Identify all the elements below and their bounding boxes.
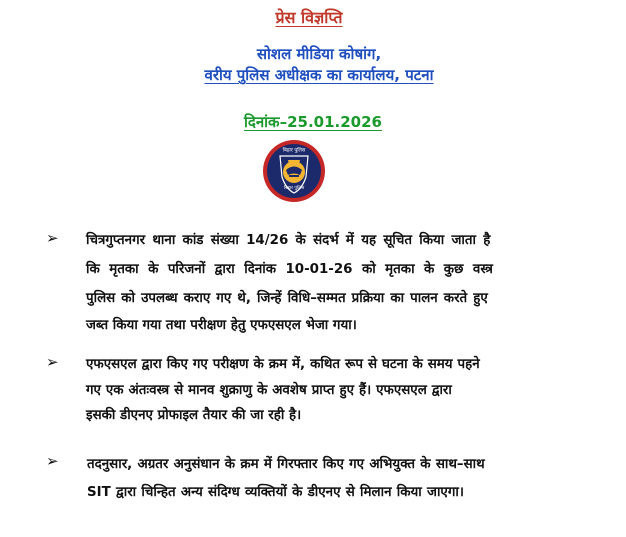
paragraph-2-line-1: एफएसएल द्वारा किए गए परीक्षण के क्रम में, कथित रूप से घटना के समय पहने [86,357,480,372]
bullet-marker-1: ➢ [46,229,59,247]
press-release-title: प्रेस विज्ञप्ति [275,8,343,27]
paragraph-3-line-1: तदनुसार, अग्रतर अनुसंधान के क्रम में गिरफ्तार किए गए अभियुक्त के साथ–साथ [87,457,485,472]
bullet-marker-3: ➢ [46,452,59,470]
paragraph-1-line-2: कि मृतका के परिजनों द्वारा दिनांक 10-01-26 को मृतका के कुछ वस्त्र [86,262,493,277]
paragraph-1-line-3: पुलिस को उपलब्ध कराए गए थे, जिन्हें विधि–सम्मत प्रक्रिया का पालन करते हुए [86,291,488,306]
paragraph-2-line-3: इसकी डीएनए प्रोफाइल तैयार की जा रही है। [86,408,302,423]
emblem-top-text: बिहार पुलिस [282,147,306,154]
paragraph-3-line-2: SIT द्वारा चिन्हित अन्य संदिग्ध व्यक्तियों के डीएनए से मिलान किया जाएगा। [87,485,464,500]
paragraph-1-line-1: चित्रगुप्तनगर थाना कांड संख्या 14/26 के संदर्भ में यह सूचित किया जाता है [86,233,491,248]
bihar-police-emblem-icon [262,139,326,203]
bullet-marker-2: ➢ [46,353,59,371]
emblem-bottom-text: बिहार पुलिस [283,186,305,191]
department-line-2: वरीय पुलिस अधीक्षक का कार्यालय, पटना [204,66,434,84]
department-line-1: सोशल मीडिया कोषांग, [256,45,382,63]
paragraph-2-line-2: गए एक अंतःवस्त्र से मानव शुक्राणु के अवशेष प्राप्त हुए हैं। एफएसएल द्वारा [86,383,452,398]
paragraph-1-line-4: जब्त किया गया तथा परीक्षण हेतु एफएसएल भेजा गया। [86,318,357,333]
release-date: दिनांक–25.01.2026 [244,113,382,131]
